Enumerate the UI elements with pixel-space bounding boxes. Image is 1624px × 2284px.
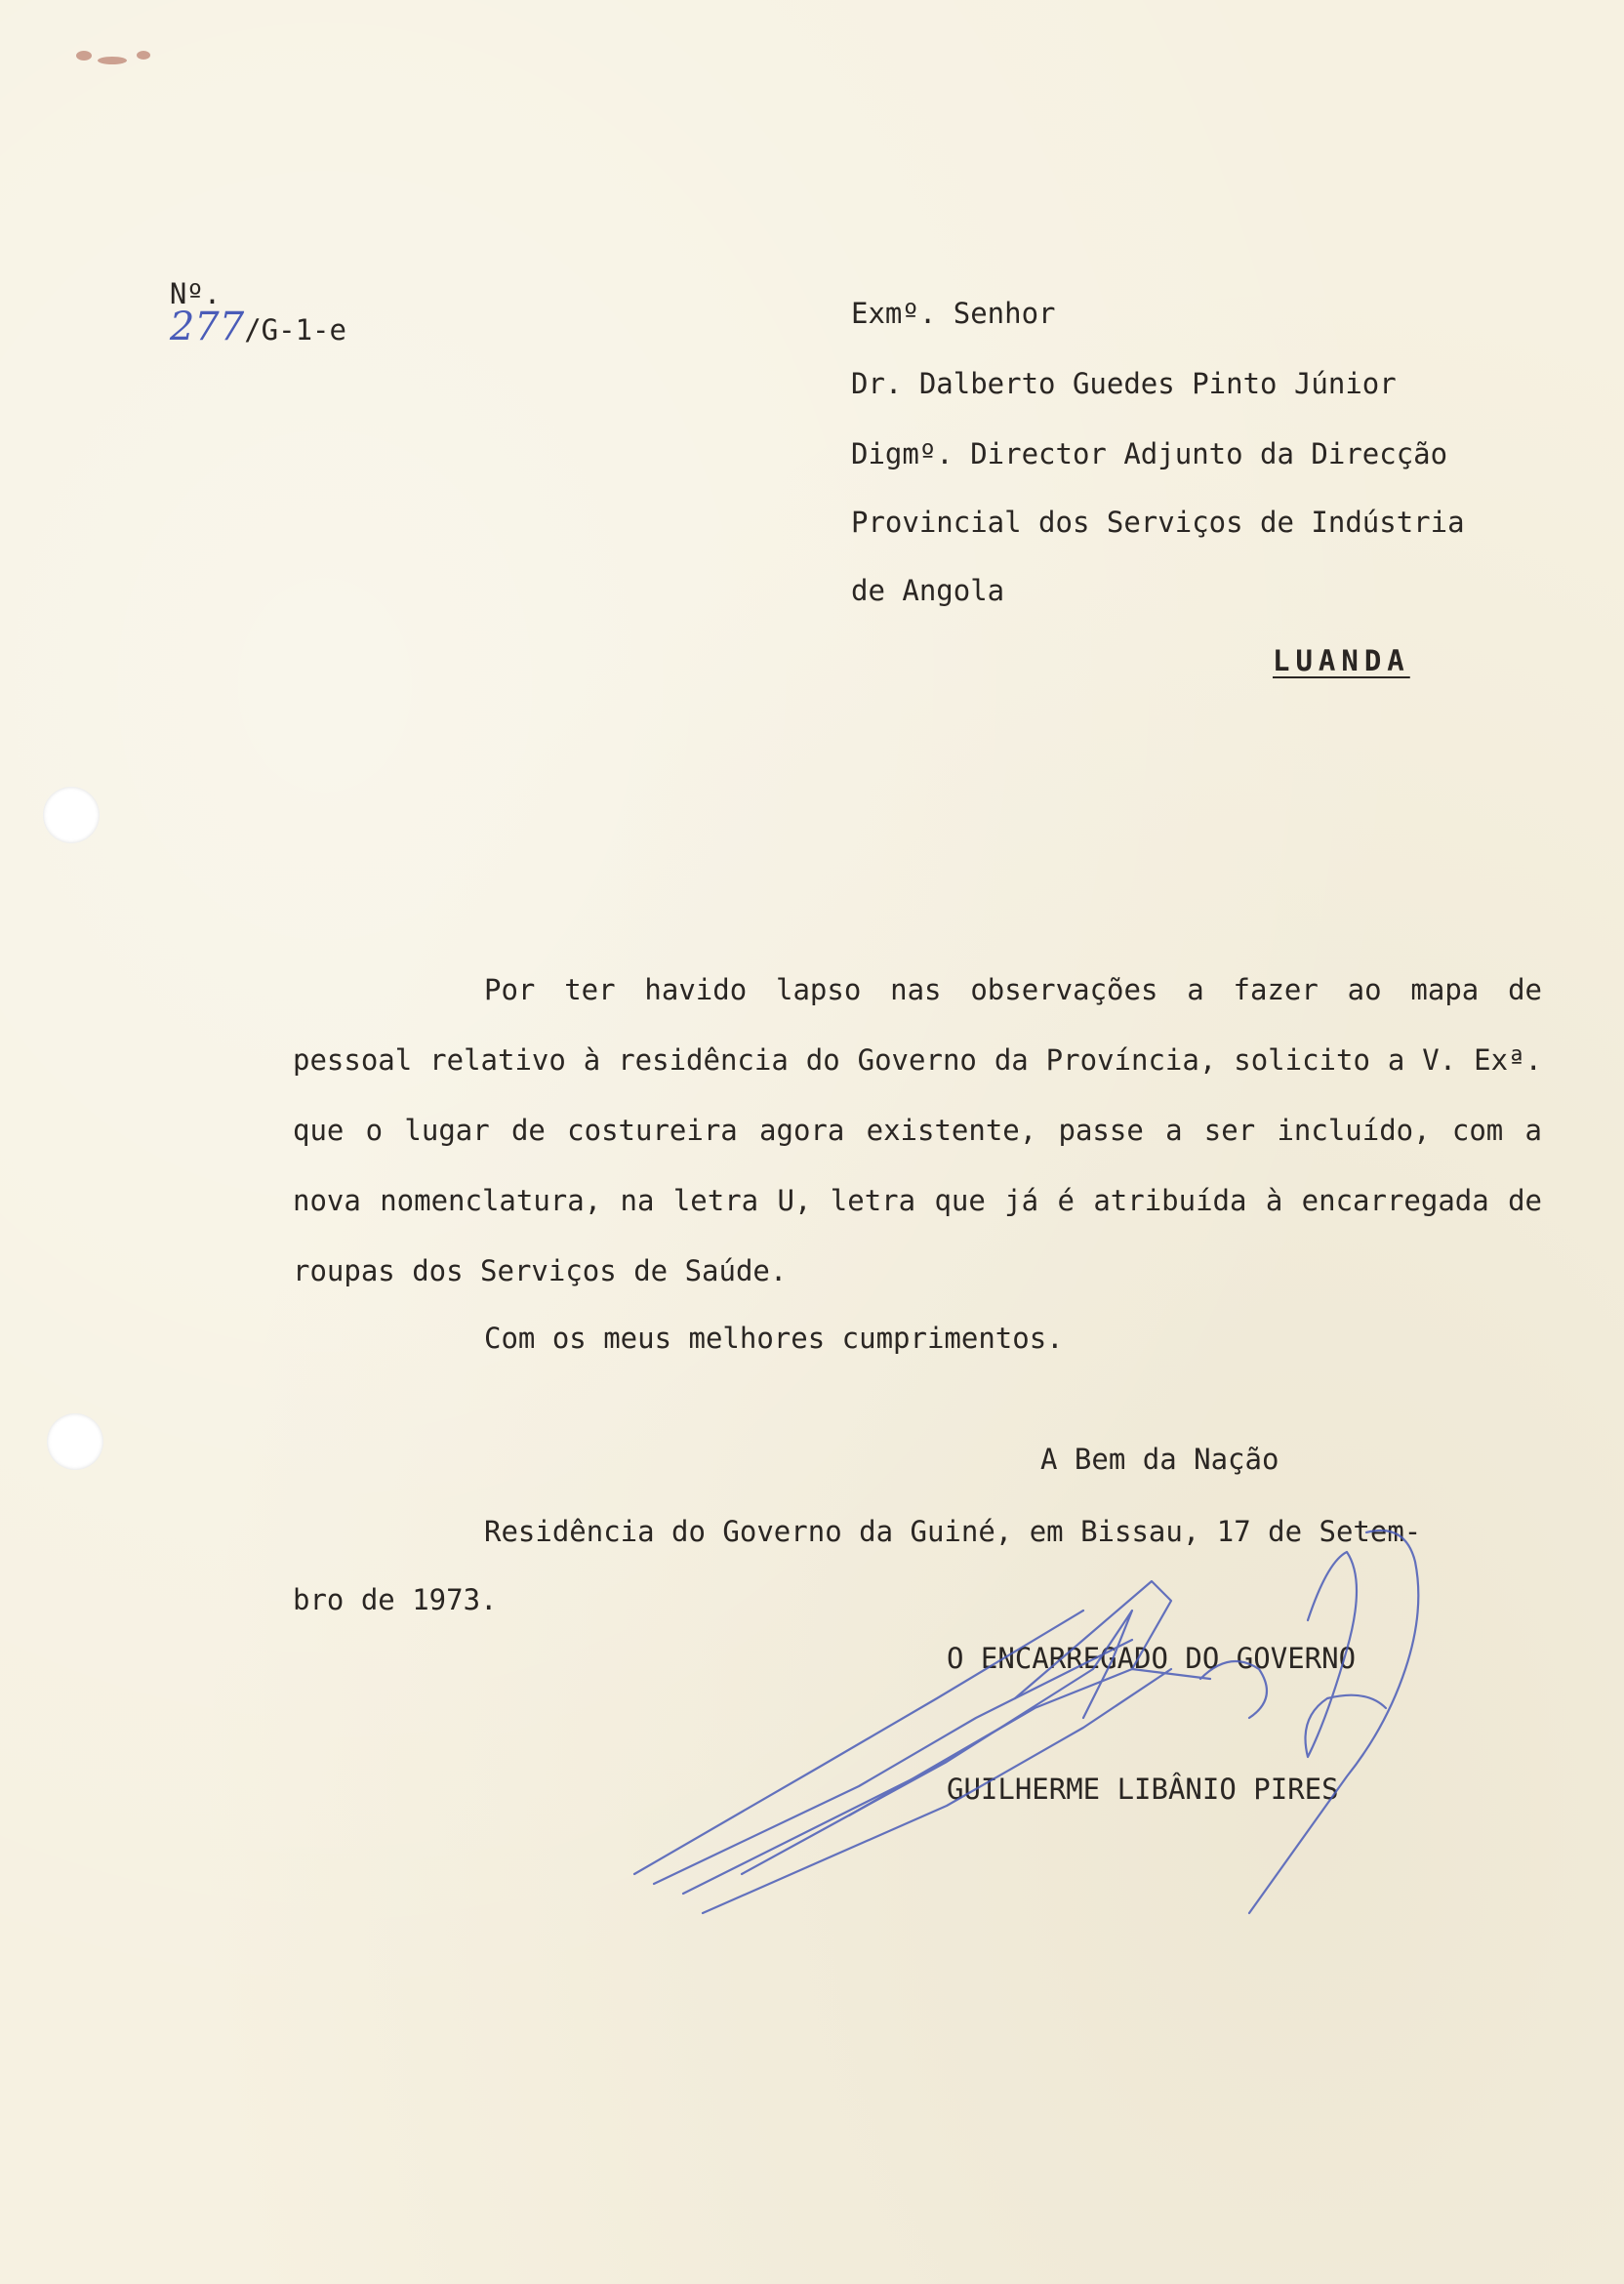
addressee-salutation: Exmº. Senhor xyxy=(851,297,1056,330)
punch-hole-bottom xyxy=(47,1413,103,1470)
place-date-line1: Residência do Governo da Guiné, em Bissau, 17 de Setem- xyxy=(484,1515,1422,1548)
rust-stain xyxy=(137,51,150,60)
signatory-role: O ENCARREGADO DO GOVERNO xyxy=(947,1642,1357,1675)
signatory-name: GUILHERME LIBÂNIO PIRES xyxy=(947,1773,1339,1806)
body-paragraph: Por ter havido lapso nas observações a fazer ao mapa de pessoal relativo à residência do Governo da Província, solicito a V. Exª. que o lugar de costureira agora existente, passe a ser incluído, com a nova nomenclatura, na letra U, letra que já é atribuída à encarregada de roupas dos Serviços de Saúde. xyxy=(293,973,1542,1287)
reference-prefix: Nº. xyxy=(169,277,222,310)
punch-hole-top xyxy=(43,787,100,843)
addressee-title-line2: Provincial dos Serviços de Indústria xyxy=(851,506,1465,539)
handwritten-signature xyxy=(625,1523,1562,1933)
reference-handwritten-number: 277 xyxy=(169,305,245,349)
motto: A Bem da Nação xyxy=(1040,1443,1279,1476)
addressee-name: Dr. Dalberto Guedes Pinto Júnior xyxy=(851,367,1397,400)
closing-line: Com os meus melhores cumprimentos. xyxy=(484,1322,1064,1355)
addressee-title-line1: Digmº. Director Adjunto da Direcção xyxy=(851,437,1448,470)
addressee-city: LUANDA xyxy=(1273,644,1410,677)
addressee-title-line3: de Angola xyxy=(851,574,1005,607)
rust-stain xyxy=(76,51,92,61)
place-date-line2: bro de 1973. xyxy=(293,1583,498,1616)
reference-number xyxy=(102,244,346,380)
rust-stain xyxy=(98,57,127,64)
reference-suffix: /G-1-e xyxy=(244,313,346,347)
